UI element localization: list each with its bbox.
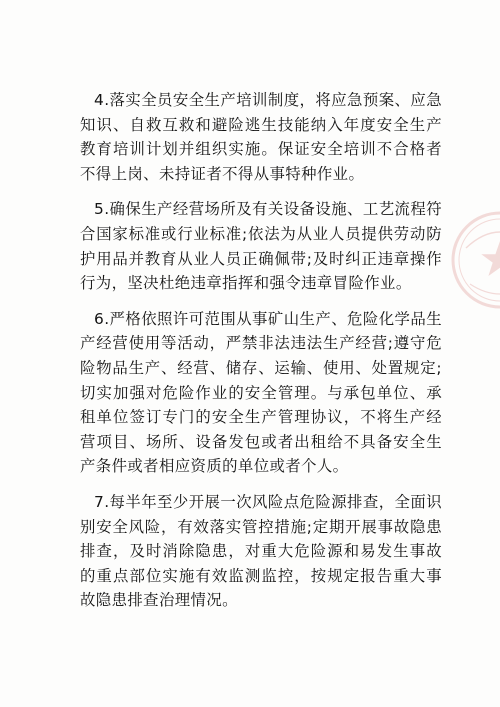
official-seal-icon [448,208,500,312]
paragraph-item-7: 7.每半年至少开展一次风险点危险源排查，全面识别安全风险，有效落实管控措施;定期开展事故隐患排查，及时消除隐患，对重大危险源和易发生事故的重点部位实施有效监测监控，按规定报告重大事故隐患排查治理情况。 [80,492,442,610]
paragraph-item-6: 6.严格依照许可范围从事矿山生产、危险化学品生产经营使用等活动，严禁非法违法生产经营;遵守危险物品生产、经营、储存、运输、使用、处置规定;切实加强对危险作业的安全管理。与承包单位、承租单位签订专门的安全生产管理协议，不将生产经营项目、场所、设备发包或者出租给不具备安全生产条件或者相应资质的单位或者个人。 [80,309,442,476]
paragraph-item-5: 5.确保生产经营场所及有关设备设施、工艺流程符合国家标准或行业标准;依法为从业人员提供劳动防护用品并教育从业人员正确佩带;及时纠正违章操作行为，坚决杜绝违章指挥和强令违章冒险作业。 [80,200,442,293]
document-body [80,88,442,624]
paragraph-item-4: 4.落实全员安全生产培训制度，将应急预案、应急知识、自救互救和避险逃生技能纳入年度安全生产教育培训计划并组织实施。保证安全培训不合格者不得上岗、未持证者不得从事特种作业。 [80,91,442,183]
